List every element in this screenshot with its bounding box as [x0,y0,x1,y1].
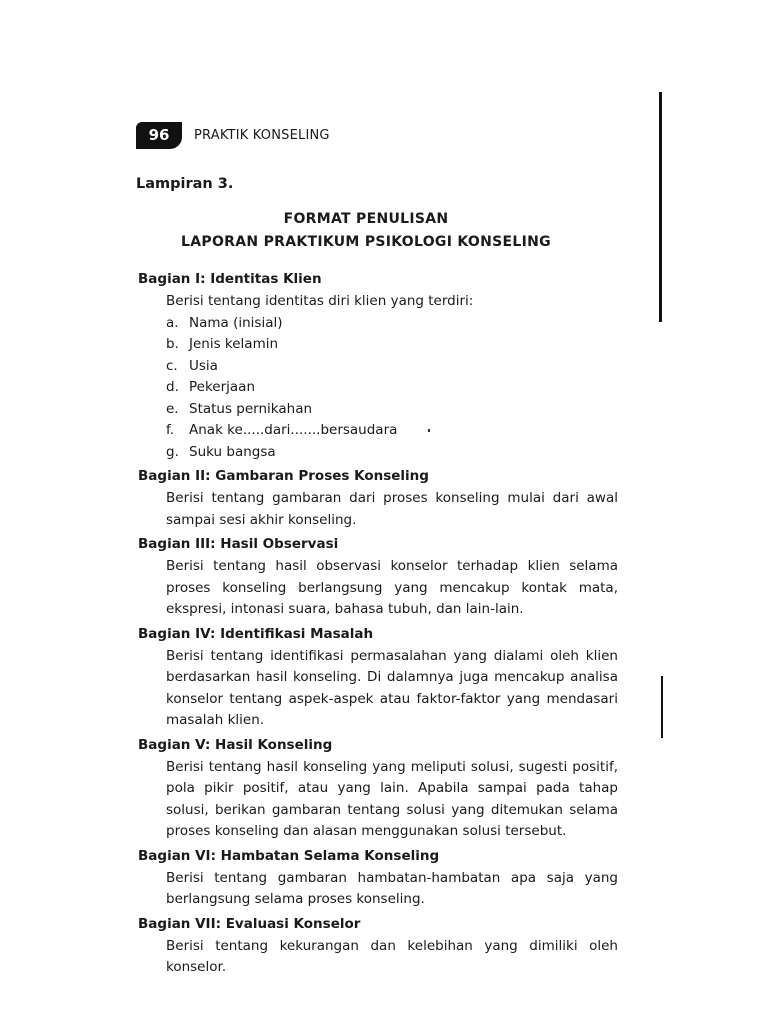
section-identifikasi-masalah [138,625,618,732]
section-body [138,936,618,979]
section-gambaran-proses [138,467,618,531]
section-hambatan [138,847,618,911]
section-text: Berisi tentang identifikasi permasalahan yang dialami oleh klien berdasarkan hasil konseling. Di dalamnya juga mencakup analisa konselor tentang aspek-aspek atau faktor-faktor yang mendasari masalah klien. [166,647,618,728]
section-evaluasi-konselor [138,915,618,979]
section-body [138,291,618,463]
list-item: c. Usia [166,357,218,374]
section-text: Berisi tentang identitas diri klien yang terdiri: [166,293,474,309]
section-heading: Bagian VI: Hambatan Selama Konseling [138,847,440,864]
list-item: f. Anak ke.....dari.......bersaudara [166,422,398,438]
document-title-line-1: FORMAT PENULISAN [283,211,449,227]
section-body [138,646,618,732]
section-hasil-observasi [138,535,618,621]
section-heading: Bagian IV: Identifikasi Masalah [138,625,374,642]
section-body [138,757,618,843]
list-item: b. Jenis kelamin [166,336,279,352]
section-heading: Bagian VII: Evaluasi Konselor [138,915,361,932]
section-hasil-konseling [138,736,618,843]
page-edge-shadow [659,92,662,322]
section-text: Berisi tentang hasil observasi konselor terhadap klien selama proses konseling berlangsung yang mencakup kontak mata, ekspresi, intonasi suara, bahasa tubuh, dan lain-lain. [166,558,618,617]
section-body [138,868,618,911]
page-edge-shadow-lower [661,676,663,738]
section-text: Berisi tentang gambaran dari proses konseling mulai dari awal sampai sesi akhir konseling. [166,490,618,528]
section-body [138,556,618,621]
page-number-tab: 96 [136,122,182,149]
list-item: d. Pekerjaan [166,379,256,395]
list-item: a. Nama (inisial) [166,314,283,331]
section-text: Berisi tentang hasil konseling yang meliputi solusi, sugesti positif, pola pikir positif, atau yang lain. Apabila sampai pada tahap solusi, berikan gambaran tentang solusi yang ditemukan selama proses konseling dan alasan menggunakan solusi tersebut. [166,758,618,839]
section-text: Berisi tentang gambaran hambatan-hambatan apa saja yang berlangsung selama proses konseling. [166,869,618,907]
document-title-line-2: LAPORAN PRAKTIKUM PSIKOLOGI KONSELING [181,234,551,250]
section-text: Berisi tentang kekurangan dan kelebihan yang dimiliki oleh konselor. [166,937,618,975]
running-title: PRAKTIK KONSELING [194,127,330,143]
section-heading: Bagian II: Gambaran Proses Konseling [138,468,429,484]
section-body [138,488,618,531]
document-body [138,266,618,979]
identity-list [166,313,618,464]
section-identitas-klien [138,270,618,463]
list-item: g. Suku bangsa [166,443,276,460]
appendix-label: Lampiran 3. [136,176,234,192]
section-heading: Bagian I: Identitas Klien [138,271,322,287]
list-item: e. Status pernikahan [166,400,313,417]
page-header [136,121,330,149]
section-heading: Bagian V: Hasil Konseling [138,736,333,753]
section-heading: Bagian III: Hasil Observasi [138,536,339,552]
